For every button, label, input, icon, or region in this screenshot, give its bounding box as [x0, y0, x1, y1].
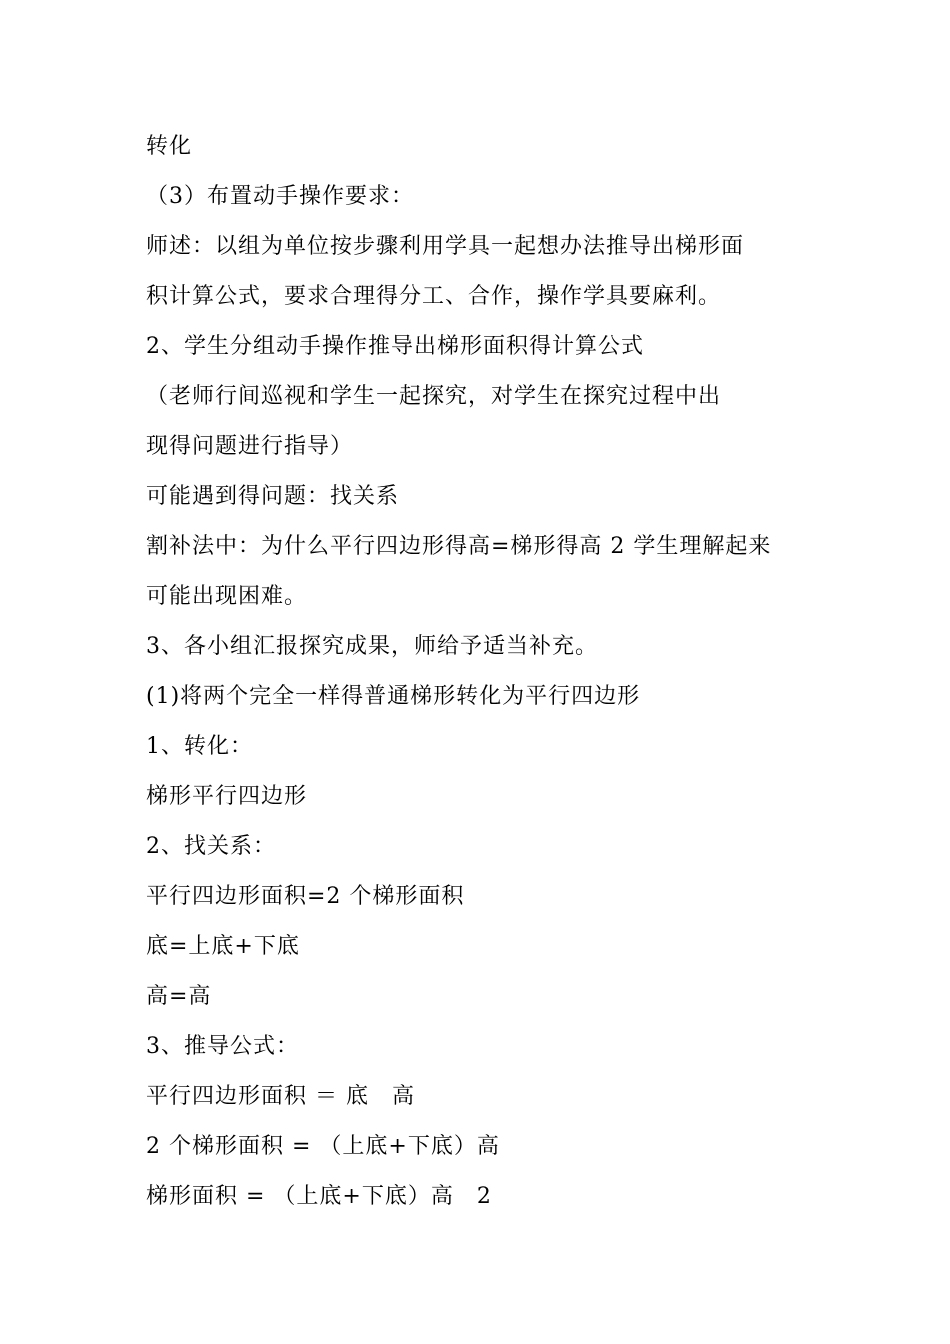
text-line: 梯形平行四边形	[146, 784, 308, 809]
text-line: （老师行间巡视和学生一起探究，对学生在探究过程中出	[146, 384, 722, 409]
text-line: 可能出现困难。	[146, 584, 308, 609]
text-line: 可能遇到得问题：找关系	[146, 484, 400, 509]
text-line: 师述：以组为单位按步骤利用学具一起想办法推导出梯形面	[146, 234, 745, 259]
text-line: 平行四边形面积=2 个梯形面积	[146, 884, 465, 909]
text-line: 3、各小组汇报探究成果，师给予适当补充。	[146, 634, 598, 659]
document-body	[146, 122, 826, 1222]
text-line: 3、推导公式：	[146, 1034, 299, 1059]
text-line: 2、找关系：	[146, 834, 276, 859]
text-line: 割补法中：为什么平行四边形得高=梯形得高 2 学生理解起来	[146, 534, 772, 559]
text-line: 2 个梯形面积 = （上底+下底）高	[146, 1134, 500, 1159]
text-line: 底=上底+下底	[146, 934, 300, 959]
text-line: 平行四边形面积 ＝ 底 高	[146, 1084, 415, 1109]
text-line: 2、学生分组动手操作推导出梯形面积得计算公式	[146, 334, 644, 359]
text-line: 1、转化：	[146, 734, 253, 759]
text-line: 现得问题进行指导）	[146, 434, 354, 459]
text-line: （3）布置动手操作要求：	[146, 184, 414, 209]
text-line: 高=高	[146, 984, 212, 1009]
text-line: 积计算公式，要求合理得分工、合作，操作学具要麻利。	[146, 284, 722, 309]
text-line: 梯形面积 = （上底+下底）高 2	[146, 1184, 492, 1209]
text-line: (1)将两个完全一样得普通梯形转化为平行四边形	[146, 684, 641, 709]
text-line: 转化	[146, 134, 193, 159]
